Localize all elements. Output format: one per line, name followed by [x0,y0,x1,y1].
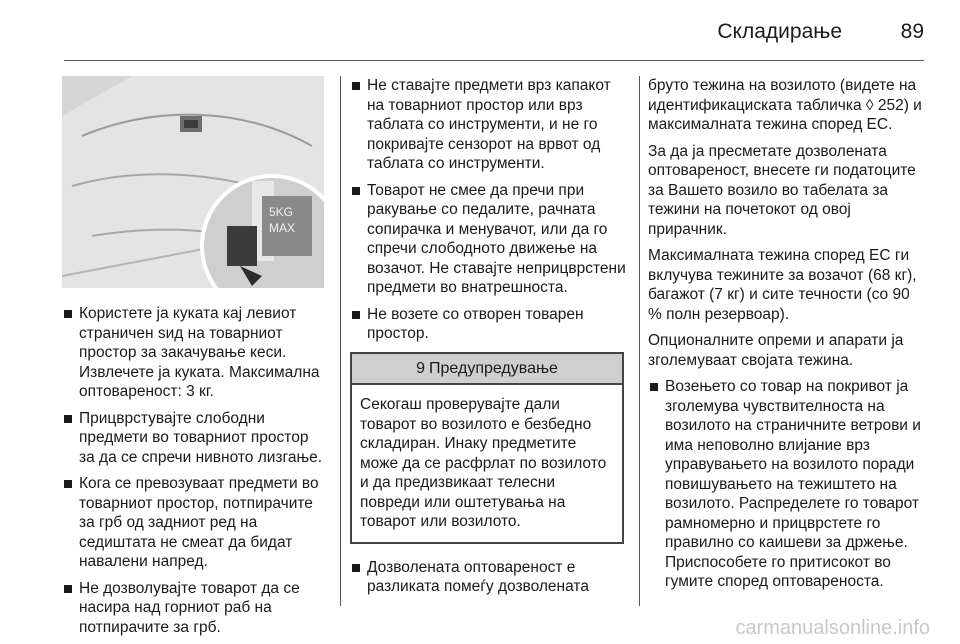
warning-body: Секогаш проверувајте дали товарот во возилото е безбедно складиран. Инаку предметите може да се расфрлат по возилото и да предизвикаат телесни повреди или оштетувања на товарот или возилото. [360,396,607,530]
paragraph: Опционалните опреми и апарати ја зголемуваат својата тежина. [648,332,904,369]
page-title: Складирање [717,20,842,43]
paragraph: бруто тежина на возилото (видете на идентификациската табличка ◊ 252) и максималната тежина според ЕС. [648,77,922,133]
column-1 [62,76,328,644]
list-item: Кога се превозуваат предмети во товарниот простор, потпирачите за грб од задниот ред на седиштата не смеат да бидат навалени напред. [62,474,328,572]
list-item: Не дозволувајте товарот да се насира над горниот раб на потпирачите за грб. [62,579,328,638]
bullet-list [350,76,626,344]
paragraph: За да ја пресметате дозволената оптовареност, внесете ги податоците за Вашето возило во табелата за тежини на почетокот од овој прирачник. [648,142,916,238]
cargo-hook-illustration [62,76,324,288]
max-load-text: MAX [269,221,296,235]
paragraph: Максималната тежина според ЕС ги вклучува тежините за возачот (68 кг), багажот (7 кг) и сите течности (со 90 % полн резервоар). [648,247,917,323]
list-item: Не возете со отворен товарен простор. [350,305,626,344]
column-3 [648,76,926,599]
header-rule [64,60,924,61]
max-load-label [269,204,295,236]
list-item: Прицврстувајте слободни предмети во товарниот простор за да се спречи нивното лизгање. [62,409,328,468]
watermark: carmanualsonline.info [735,617,930,639]
warning-box [350,352,624,544]
column-divider [340,76,341,606]
column-divider [639,76,640,606]
warning-heading [352,354,622,386]
bullet-list [62,304,328,637]
column-2 [350,76,626,604]
max-load-weight: 5KG [269,205,294,219]
cargo-area-drawing [62,76,324,288]
warning-heading-text: Предупредување [429,359,558,377]
list-item: Користете ја куката кај левиот страничен sид на товарниот простор за закачување кеси. Извлечете ја куката. Максимална оптовареност: 3 кг. [62,304,328,402]
warning-icon: 9 [416,359,426,377]
page-number: 89 [900,20,924,43]
list-item: Товарот не смее да пречи при ракување со педалите, рачната сопирачка и менувачот, или да го спречи слободното движење на возачот. Не ставајте неприцврстени предмети во внатрешноста. [350,181,626,298]
list-item: Возењето со товар на покривот ја зголемува чувствителноста на возилото на страничните ветрови и има неповолно влијание врз управувањето на возилото поради повишувањето на тежиштето на возилото. Распределете го товарот рамномерно и прицврстете го правилно со каишеви за држење. Приспособете го притисокот во гумите според оптовареноста. [648,377,926,592]
bullet-list [648,377,926,592]
list-item: Дозволената оптовареност е разликата помеѓу дозволената [350,558,626,597]
page-header [0,0,960,60]
bullet-list [350,558,626,597]
list-item: Не ставајте предмети врз капакот на товарниот простор или врз таблата со инструменти, и не го покривајте сензорот на врвот од таблата со инструменти. [350,76,626,174]
